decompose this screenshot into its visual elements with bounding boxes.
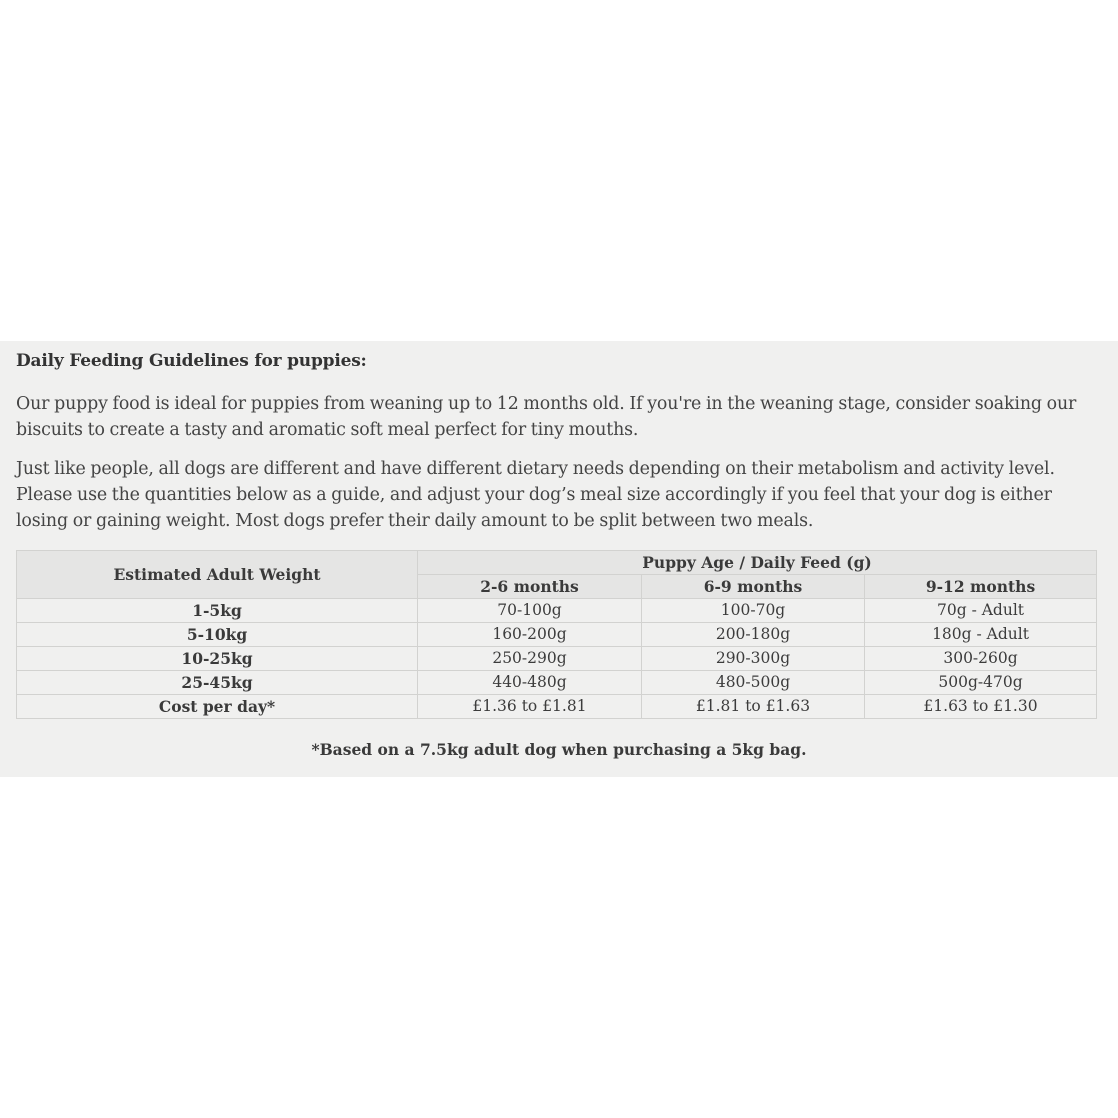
table-row — [17, 599, 1097, 623]
age-header-6-9: 6-9 months — [642, 575, 865, 599]
intro-paragraph: Our puppy food is ideal for puppies from weaning up to 12 months old. If you're in the weaning stage, consider soaking our biscuits to create a tasty and aromatic soft meal perfect for tiny mouths. — [16, 394, 1077, 440]
table-cell: 440-480g — [418, 671, 642, 695]
table-cell: 70g - Adult — [865, 599, 1097, 623]
table-cell: 160-200g — [418, 623, 642, 647]
table-cell: 500g-470g — [865, 671, 1097, 695]
cost-footnote: *Based on a 7.5kg adult dog when purchasing a 5kg bag. — [311, 740, 807, 759]
table-cell: 70-100g — [418, 599, 642, 623]
table-cell: 180g - Adult — [865, 623, 1097, 647]
table-cell: 200-180g — [642, 623, 865, 647]
table-cell: 300-260g — [865, 647, 1097, 671]
row-label: 25-45kg — [17, 671, 418, 695]
table-row — [17, 623, 1097, 647]
table-cell: 100-70g — [642, 599, 865, 623]
table-header-row — [17, 551, 1097, 575]
row-label: 10-25kg — [17, 647, 418, 671]
feeding-guidelines-panel — [0, 341, 1118, 777]
row-label: Cost per day* — [17, 695, 418, 719]
weight-column-header: Estimated Adult Weight — [17, 551, 418, 599]
row-label: 1-5kg — [17, 599, 418, 623]
table-cell: £1.36 to £1.81 — [418, 695, 642, 719]
age-header-9-12: 9-12 months — [865, 575, 1097, 599]
table-row — [17, 671, 1097, 695]
table-cell: £1.63 to £1.30 — [865, 695, 1097, 719]
table-row-cost — [17, 695, 1097, 719]
feeding-table — [16, 550, 1097, 719]
guidelines-heading: Daily Feeding Guidelines for puppies: — [16, 351, 367, 371]
age-group-header: Puppy Age / Daily Feed (g) — [418, 551, 1097, 575]
age-header-2-6: 2-6 months — [418, 575, 642, 599]
table-row — [17, 647, 1097, 671]
table-cell: £1.81 to £1.63 — [642, 695, 865, 719]
table-cell: 250-290g — [418, 647, 642, 671]
table-cell: 480-500g — [642, 671, 865, 695]
row-label: 5-10kg — [17, 623, 418, 647]
guidance-paragraph: Just like people, all dogs are different and have different dietary needs depending on their metabolism and activity level. Please use the quantities below as a guide, and adjust your dog’s meal size accordingly if you feel that your dog is either losing or gaining weight. Most dogs prefer their daily amount to be split between two meals. — [16, 459, 1055, 531]
table-cell: 290-300g — [642, 647, 865, 671]
